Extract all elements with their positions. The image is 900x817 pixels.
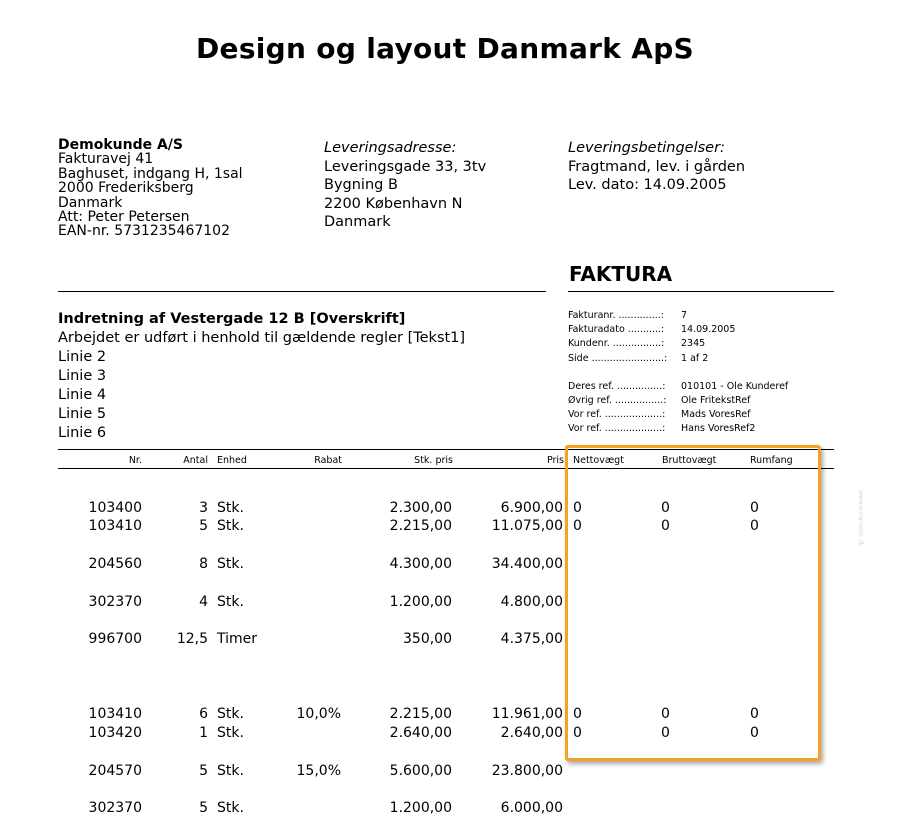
cell-antal: 6 xyxy=(199,706,208,722)
cell-bruttovaegt: 0 xyxy=(661,518,670,534)
column-header-antal: Antal xyxy=(183,455,208,466)
cell-stk-pris: 2.300,00 xyxy=(389,500,452,516)
cell-pris: 34.400,00 xyxy=(491,556,563,572)
cell-enhed: Stk. xyxy=(217,594,244,610)
cell-enhed: Stk. xyxy=(217,763,244,779)
delivery-address-line: 2200 København N xyxy=(324,195,463,212)
divider xyxy=(58,291,546,292)
cell-bruttovaegt: 0 xyxy=(661,500,670,516)
cell-enhed: Timer xyxy=(217,631,258,647)
column-header-nettovaegt: Nettovægt xyxy=(573,455,624,466)
column-header-pris: Pris xyxy=(546,455,564,466)
delivery-terms-line: Fragtmand, lev. i gården xyxy=(568,158,746,175)
cell-rumfang: 0 xyxy=(750,725,759,741)
cell-nr: 103410 xyxy=(88,518,142,534)
divider xyxy=(568,291,834,292)
cell-enhed: Stk. xyxy=(217,556,244,572)
cell-stk-pris: 4.300,00 xyxy=(389,556,452,572)
customer-line: 2000 Frederiksberg xyxy=(58,180,194,197)
meta-value: Hans VoresRef2 xyxy=(681,423,756,435)
subject-line: Linie 4 xyxy=(58,387,107,403)
cell-pris: 2.640,00 xyxy=(500,725,563,741)
document-type: FAKTURA xyxy=(569,262,673,286)
cell-rumfang: 0 xyxy=(750,706,759,722)
meta-label: Deres ref. ...............: xyxy=(568,380,666,392)
cell-bruttovaegt: 0 xyxy=(661,725,670,741)
cell-antal: 1 xyxy=(199,725,208,741)
customer-address xyxy=(58,138,243,239)
cell-nr: 103410 xyxy=(88,706,142,722)
customer-line: Baghuset, indgang H, 1sal xyxy=(58,165,243,182)
cell-antal: 5 xyxy=(199,800,208,816)
delivery-terms xyxy=(568,139,745,195)
delivery-address-line: Leveringsgade 33, 3tv xyxy=(324,158,487,175)
meta-value: 010101 - Ole Kunderef xyxy=(681,380,789,392)
cell-stk-pris: 5.600,00 xyxy=(389,763,452,779)
company-title: Design og layout Danmark ApS xyxy=(195,32,695,65)
delivery-address xyxy=(324,139,486,232)
cell-pris: 11.961,00 xyxy=(491,706,563,722)
cell-antal: 5 xyxy=(199,763,208,779)
cell-pris: 6.900,00 xyxy=(500,500,563,516)
cell-stk-pris: 350,00 xyxy=(403,631,452,647)
cell-rumfang: 0 xyxy=(750,500,759,516)
meta-value: 2345 xyxy=(681,338,706,350)
cell-bruttovaegt: 0 xyxy=(661,706,670,722)
meta-value: Ole FritekstRef xyxy=(681,395,751,407)
cell-pris: 6.000,00 xyxy=(500,800,563,816)
cell-antal: 3 xyxy=(199,500,208,516)
meta-value: Mads VoresRef xyxy=(681,409,751,421)
cell-nettovaegt: 0 xyxy=(573,706,582,722)
cell-nettovaegt: 0 xyxy=(573,725,582,741)
watermark: www.e-conomic.dk xyxy=(857,490,864,547)
customer-name: Demokunde A/S xyxy=(58,137,183,153)
meta-label: Fakturanr. ..............: xyxy=(568,310,664,321)
column-header-nr: Nr. xyxy=(128,455,142,466)
cell-stk-pris: 1.200,00 xyxy=(389,594,452,610)
customer-line: Danmark xyxy=(58,194,123,211)
subject-line: Linie 2 xyxy=(58,349,107,365)
column-header-rabat: Rabat xyxy=(314,455,342,466)
column-header-bruttovaegt: Bruttovægt xyxy=(662,455,717,466)
meta-label: Vor ref. ...................: xyxy=(568,409,666,421)
cell-stk-pris: 2.215,00 xyxy=(389,518,452,534)
cell-antal: 5 xyxy=(199,518,208,534)
delivery-address-line: Bygning B xyxy=(324,177,398,193)
meta-label: Vor ref. ...................: xyxy=(568,423,666,435)
subject-line: Linie 6 xyxy=(58,425,107,441)
meta-label: Øvrig ref. ................: xyxy=(568,395,667,407)
cell-nr: 103420 xyxy=(88,725,142,741)
weight-columns-highlight xyxy=(565,445,821,761)
customer-line: Att: Peter Petersen xyxy=(58,209,190,226)
cell-enhed: Stk. xyxy=(217,706,244,722)
cell-enhed: Stk. xyxy=(217,725,244,741)
cell-enhed: Stk. xyxy=(217,800,244,816)
cell-nr: 302370 xyxy=(88,800,142,816)
invoice-meta xyxy=(568,309,788,437)
delivery-terms-heading: Leveringsbetingelser: xyxy=(568,140,725,156)
cell-enhed: Stk. xyxy=(217,500,244,516)
column-header-enhed: Enhed xyxy=(217,455,247,466)
cell-stk-pris: 1.200,00 xyxy=(389,800,452,816)
cell-rumfang: 0 xyxy=(750,518,759,534)
subject-line: Arbejdet er udført i henhold til gældende regler [Tekst1] xyxy=(58,330,466,346)
column-header-rumfang: Rumfang xyxy=(750,455,793,466)
meta-value: 7 xyxy=(681,310,688,321)
subject-line: Linie 5 xyxy=(58,406,107,422)
cell-pris: 11.075,00 xyxy=(491,518,563,534)
cell-nettovaegt: 0 xyxy=(573,500,582,516)
meta-value: 14.09.2005 xyxy=(681,324,736,336)
cell-nr: 204560 xyxy=(88,556,142,572)
column-header-stk-pris: Stk. pris xyxy=(414,455,453,466)
cell-rabat: 15,0% xyxy=(296,763,341,779)
cell-antal: 8 xyxy=(199,556,208,572)
cell-nr: 302370 xyxy=(88,594,142,610)
meta-label: Fakturadato ...........: xyxy=(568,324,665,336)
cell-rabat: 10,0% xyxy=(296,706,341,722)
cell-pris: 4.800,00 xyxy=(500,594,563,610)
cell-nr: 204570 xyxy=(88,763,142,779)
delivery-terms-line: Lev. dato: 14.09.2005 xyxy=(568,177,727,193)
cell-antal: 12,5 xyxy=(176,631,208,647)
cell-stk-pris: 2.640,00 xyxy=(389,725,452,741)
customer-line: Fakturavej 41 xyxy=(58,151,154,168)
cell-nr: 103400 xyxy=(88,500,142,516)
cell-antal: 4 xyxy=(199,594,208,610)
cell-enhed: Stk. xyxy=(217,518,244,534)
cell-pris: 23.800,00 xyxy=(491,763,563,779)
cell-stk-pris: 2.215,00 xyxy=(389,706,452,722)
cell-nettovaegt: 0 xyxy=(573,518,582,534)
meta-label: Kundenr. ................: xyxy=(568,338,665,350)
subject-line: Linie 3 xyxy=(58,368,107,384)
meta-label: Side ........................: xyxy=(568,352,668,364)
delivery-address-heading: Leveringsadresse: xyxy=(324,140,457,156)
cell-pris: 4.375,00 xyxy=(500,631,563,647)
meta-value: 1 af 2 xyxy=(681,352,709,364)
customer-line: EAN-nr. 5731235467102 xyxy=(58,223,230,240)
cell-nr: 996700 xyxy=(88,631,142,647)
delivery-address-line: Danmark xyxy=(324,214,391,230)
invoice-subject xyxy=(58,310,465,443)
subject-title: Indretning af Vestergade 12 B [Overskrift] xyxy=(58,311,406,327)
